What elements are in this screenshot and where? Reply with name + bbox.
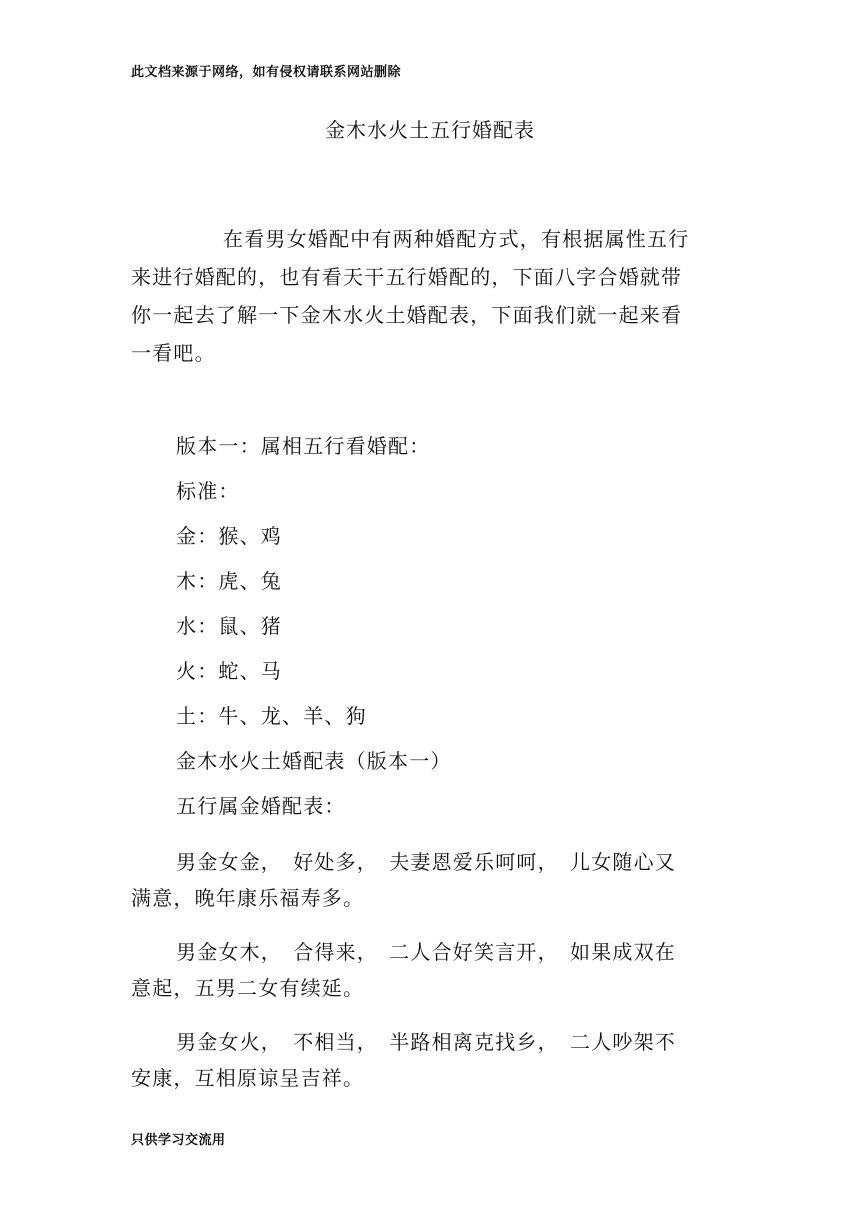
section-heading: 版本一：属相五行看婚配：	[176, 434, 431, 458]
element-metal: 金：猴、鸡	[176, 524, 282, 548]
table-title: 金木水火土婚配表（版本一）	[176, 749, 452, 773]
intro-paragraph: 在看男女婚配中有两种婚配方式，有根据属性五行来进行婚配的，也有看天干五行婚配的，下面八字合婚就带你一起去了解一下金木水火土婚配表，下面我们就一起来看一看吧。	[131, 227, 690, 365]
footer-note: 只供学习交流用	[131, 1133, 226, 1148]
metal-table-heading: 五行属金婚配表：	[176, 794, 346, 818]
document-title: 金木水火土五行婚配表	[325, 118, 535, 142]
element-water: 水：鼠、猪	[176, 614, 282, 638]
pairing-metal-fire: 男金女火， 不相当， 半路相离克找乡， 二人吵架不安康，互相原谅呈吉祥。	[131, 1030, 676, 1090]
element-earth: 土：牛、龙、羊、狗	[176, 704, 367, 728]
pairing-metal-metal: 男金女金， 好处多， 夫妻恩爱乐呵呵， 儿女随心又满意，晚年康乐福寿多。	[131, 850, 676, 910]
header-note: 此文档来源于网络，如有侵权请联系网站删除	[131, 65, 402, 80]
element-fire: 火：蛇、马	[176, 659, 282, 683]
element-wood: 木：虎、兔	[176, 569, 282, 593]
standard-label: 标准：	[176, 479, 240, 503]
pairing-metal-wood: 男金女木， 合得来， 二人合好笑言开， 如果成双在意起，五男二女有续延。	[131, 940, 676, 1000]
